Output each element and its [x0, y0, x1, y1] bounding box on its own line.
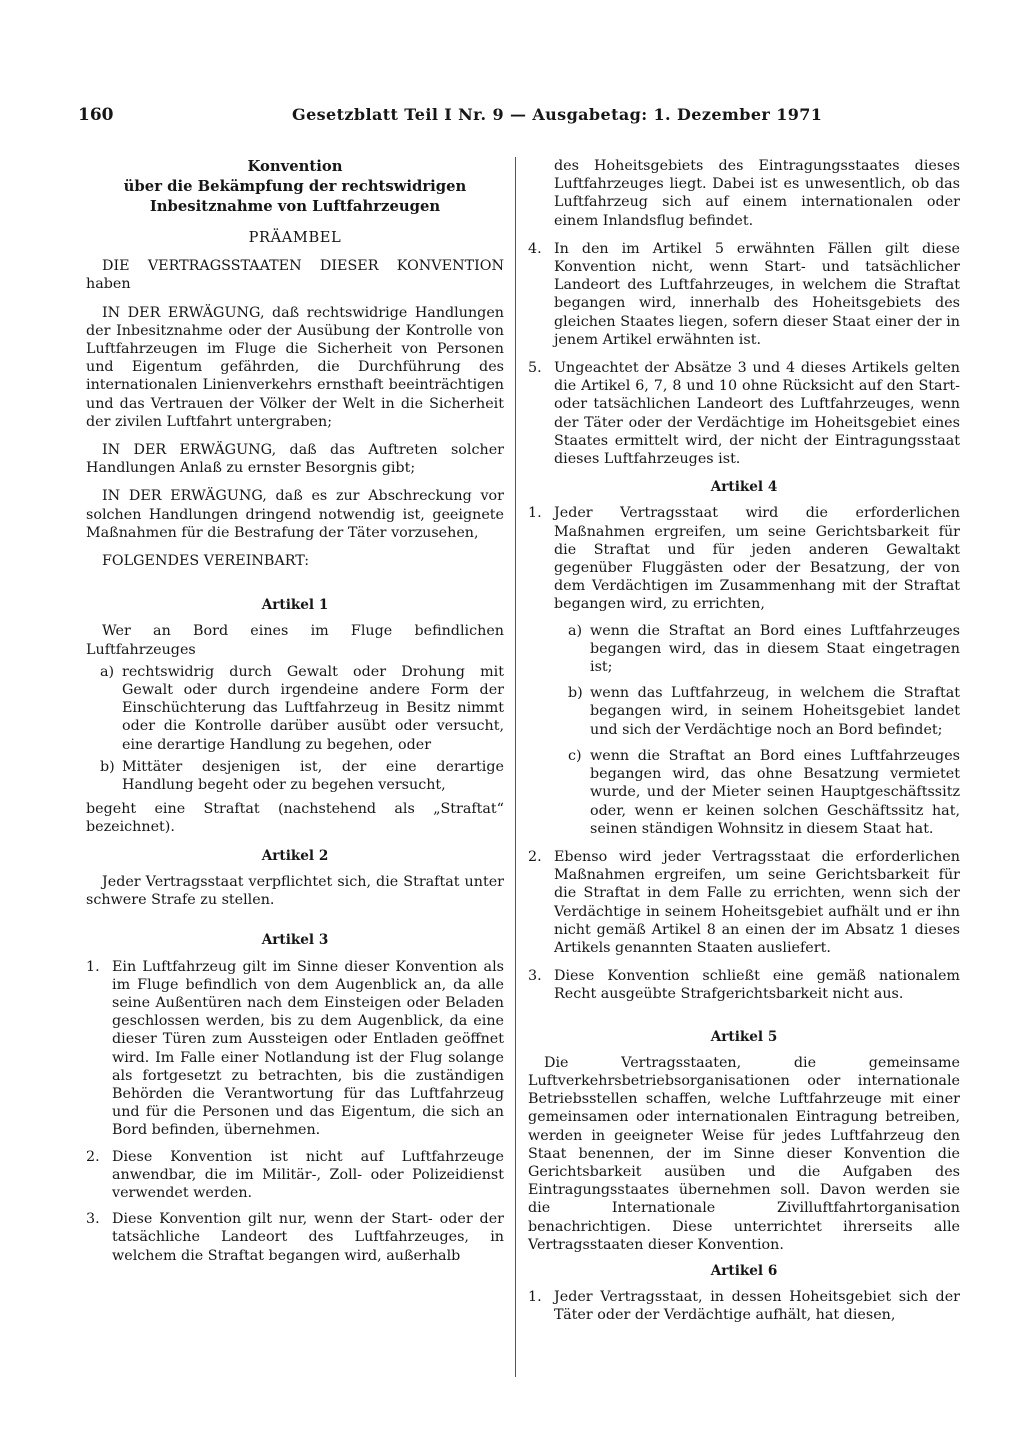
item-marker: a) [568, 622, 583, 639]
preamble-heading: PRÄAMBEL [248, 229, 342, 246]
item-marker: a) [100, 663, 115, 680]
article-heading: Artikel 1 [261, 597, 329, 614]
item-text: Diese Konvention gilt nur, wenn der Start- oder der tatsächliche Landeort des Luftfahrzeuges, in welchem die Straftat begangen wird, außerhalb [112, 1211, 504, 1264]
list-item [528, 622, 960, 677]
item-text: In den im Artikel 5 erwähnten Fällen gilt diese Konvention nicht, wenn Start- und tatsächlicher Landeort des Luftfahrzeuges, in welchem die Straftat begangen wird, innerhalb des Hoheitsgebiets des gleichen Staates liegen, sofern dieser Staat einer der in jenem Artikel erwähnten ist. [554, 240, 960, 348]
title-line: Inbesitznahme von Luftfahrzeugen [149, 198, 441, 215]
item-marker: 2. [86, 1148, 100, 1165]
list-item [528, 240, 960, 349]
header-title: Gesetzblatt Teil I Nr. 9 — Ausgabetag: 1. Dezember 1971 [292, 105, 823, 124]
item-marker: 3. [86, 1211, 100, 1228]
article-text: Jeder Vertragsstaat verpflichtet sich, die Straftat unter schwere Strafe zu stellen. [86, 873, 504, 909]
article-heading: Artikel 3 [261, 932, 329, 949]
item-marker: b) [568, 685, 583, 702]
item-text: Diese Konvention schließt eine gemäß nationalem Recht ausgeübte Strafgerichtsbarkeit nicht aus. [554, 968, 960, 1003]
list-item [86, 1210, 504, 1265]
recital: IN DER ERWÄGUNG, daß es zur Abschreckung vor solchen Handlungen dringend notwendig ist, geeignete Maßnahmen für die Bestrafung der Täter vorzusehen, [86, 488, 504, 541]
item-marker: 2. [528, 848, 542, 865]
item-marker: 5. [528, 360, 542, 377]
right-column [528, 157, 960, 1325]
recital: IN DER ERWÄGUNG, daß rechtswidrige Handlungen der Inbesitznahme oder der Ausübung der Kontrolle von Luftfahrzeugen im Fluge die Sicherheit von Personen und Eigentum gefährden, die Durchführung des internationalen Linienverkehrs ernsthaft beeinträchtigen und das Vertrauen der Völker der Welt in die Sicherheit der zivilen Luftfahrt untergraben; [86, 304, 504, 430]
article-heading: Artikel 4 [710, 479, 778, 496]
item-text: Ungeachtet der Absätze 3 und 4 dieses Artikels gelten die Artikel 6, 7, 8 und 10 ohne Rücksicht auf den Start- oder tatsächlichen Landeort des Luftfahrzeuges, wenn der Täter oder der Verdächtige im Hoheitsgebiet eines Staates ermittelt wird, der nicht der Eintragungsstaat dieses Luftfahrzeuges ist. [554, 360, 960, 468]
item-marker: b) [100, 758, 115, 775]
item-marker: 4. [528, 240, 542, 257]
list-item [528, 359, 960, 468]
column-divider [515, 157, 516, 1377]
article-text: begeht eine Straftat (nachstehend als „Straftat“ bezeichnet). [86, 801, 504, 836]
left-column [86, 157, 504, 1265]
item-text: Jeder Vertragsstaat, in dessen Hoheitsgebiet sich der Täter oder der Verdächtige aufhält, hat diesen, [554, 1289, 960, 1324]
article-text: des Hoheitsgebiets des Eintragungsstaates dieses Luftfahrzeuges liegt. Dabei ist es unwesentlich, ob das Luftfahrzeug sich auf einem internationalen oder einem Inlandsflug befindet. [554, 158, 960, 229]
list-item [86, 958, 504, 1140]
item-text: wenn das Luftfahrzeug, in welchem die Straftat begangen wird, in seinem Hoheitsgebiet landet und sich der Verdächtige noch an Bord befindet; [590, 685, 960, 738]
list-item [86, 1148, 504, 1203]
item-text: Jeder Vertragsstaat wird die erforderlichen Maßnahmen ergreifen, um seine Gerichtsbarkeit für die Straftat und für jeden anderen Gewaltakt gegenüber Fluggästen oder der Besatzung, der von dem Verdächtigen im Zusammenhang mit der Straftat begangen wird, zu errichten, [554, 505, 960, 613]
item-text: wenn die Straftat an Bord eines Luftfahrzeuges begangen wird, das in diesem Staat eingetragen ist; [590, 622, 960, 676]
agreed-clause: FOLGENDES VEREINBART: [102, 553, 310, 570]
convention-title [86, 157, 504, 217]
page-number: 160 [78, 105, 114, 125]
item-marker: 1. [528, 1289, 542, 1306]
preamble-intro: DIE VERTRAGSSTAATEN DIESER KONVENTION haben [86, 258, 504, 293]
list-item [528, 747, 960, 838]
title-line: Konvention [247, 158, 343, 175]
item-text: Ebenso wird jeder Vertragsstaat die erforderlichen Maßnahmen ergreifen, um seine Gerichtsbarkeit für die Straftat in dem Falle zu errichten, wenn sich der Verdächtige in seinem Hoheitsgebiet aufhält und er ihn nicht gemäß Artikel 8 an einen der im Absatz 1 dieses Artikels genannten Staaten ausliefert. [554, 848, 960, 956]
list-item [528, 504, 960, 613]
item-text: Ein Luftfahrzeug gilt im Sinne dieser Konvention als im Fluge befindlich von dem Augenblick an, da alle seine Außentüren nach dem Einsteigen oder Beladen geschlossen werden, bis zu dem Augenblick, da eine dieser Türen zum Aussteigen oder Entladen geöffnet wird. Im Falle einer Notlandung ist der Flug solange als fortgesetzt zu betrachten, bis die zuständigen Behörden die Verantwortung für das Luftfahrzeug und für die Personen und das Eigentum, die sich an Bord befinden, übernehmen. [112, 958, 504, 1139]
item-marker: 1. [528, 505, 542, 522]
article-heading: Artikel 5 [710, 1028, 778, 1045]
article-text: Die Vertragsstaaten, die gemeinsame Luftverkehrsbetriebsorganisationen oder internationale Betriebsstellen schaffen, welche Luftfahrzeuge mit einer gemeinsamen oder internationalen Eintragung betreiben, werden in geeigneter Weise für jedes Luftfahrzeug den Staat benennen, der im Sinne dieser Konvention die Gerichtsbarkeit ausüben und die Aufgaben des Eintragungsstaates übernehmen soll. Davon werden sie die Internationale Zivilluftfahrtorganisation benachrichtigen. Diese unterrichtet ihrerseits alle Vertragsstaaten dieser Konvention. [528, 1054, 960, 1253]
article-heading: Artikel 2 [261, 847, 329, 864]
item-text: wenn die Straftat an Bord eines Luftfahrzeuges begangen wird, das ohne Besatzung vermietet wurde, und der Mieter seinen Hauptgeschäftssitz oder, wenn er keinen solchen Geschäftssitz hat, seinen ständigen Wohnsitz in diesem Staat hat. [590, 747, 960, 837]
list-item [528, 684, 960, 739]
item-text: rechtswidrig durch Gewalt oder Drohung mit Gewalt oder durch irgendeine andere Form der Einschüchterung das Luftfahrzeug in Besitz nimmt oder die Kontrolle darüber ausübt oder versucht, eine derartige Handlung zu begehen, oder [122, 663, 504, 753]
article-text: Wer an Bord eines im Fluge befindlichen Luftfahrzeuges [86, 623, 504, 658]
article-heading: Artikel 6 [710, 1262, 778, 1279]
item-text: Mittäter desjenigen ist, der eine derartige Handlung begeht oder zu begehen versucht, [122, 758, 504, 794]
recital: IN DER ERWÄGUNG, daß das Auftreten solcher Handlungen Anlaß zu ernster Besorgnis gibt; [86, 442, 504, 477]
list-item [528, 1288, 960, 1324]
running-header [78, 101, 823, 133]
list-item [86, 663, 504, 754]
item-marker: 1. [86, 958, 100, 975]
item-marker: c) [568, 747, 582, 764]
list-item [528, 967, 960, 1003]
list-item [528, 848, 960, 957]
title-line: über die Bekämpfung der rechtswidrigen [123, 178, 467, 195]
item-marker: 3. [528, 968, 542, 985]
item-text: Diese Konvention ist nicht auf Luftfahrzeuge anwendbar, die im Militär-, Zoll- oder Polizeidienst verwendet werden. [112, 1148, 504, 1201]
list-item [86, 758, 504, 794]
